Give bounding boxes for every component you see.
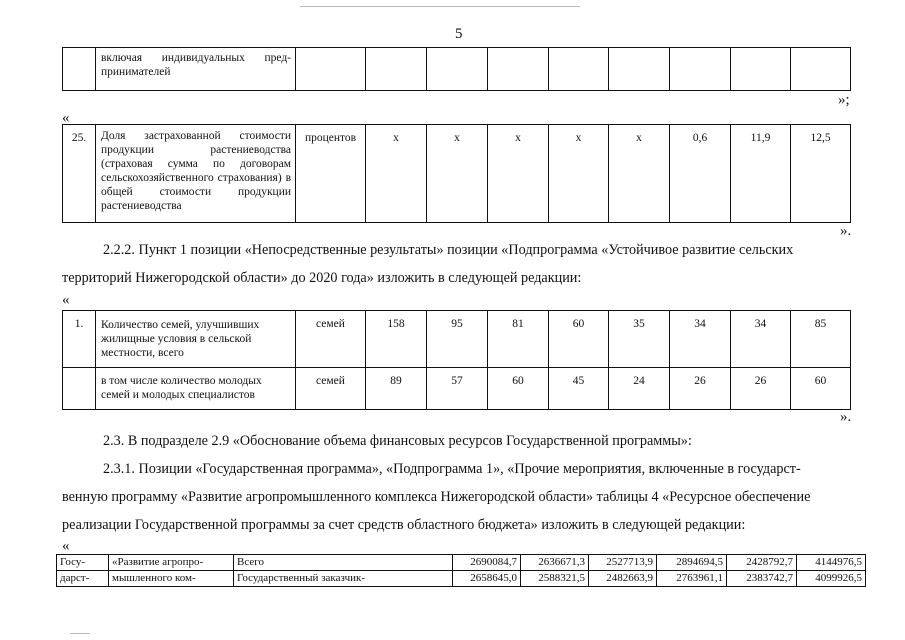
opening-quote: « bbox=[62, 110, 70, 126]
value-cell: х bbox=[549, 125, 609, 223]
closing-quote: ». bbox=[840, 409, 852, 425]
value-cell: 12,5 bbox=[791, 125, 851, 223]
row-unit: процентов bbox=[296, 125, 366, 223]
row-unit: семей bbox=[296, 368, 366, 410]
table-row bbox=[63, 125, 851, 223]
value-cell: 34 bbox=[731, 311, 791, 368]
value-cell: 60 bbox=[488, 368, 549, 410]
value-cell: х bbox=[427, 125, 488, 223]
program-name-cell: «Развитие агропро- bbox=[109, 555, 234, 571]
value-cell: 34 bbox=[670, 311, 731, 368]
value-cell bbox=[731, 48, 791, 91]
amount-cell: 2658645,0 bbox=[453, 571, 521, 587]
value-cell bbox=[791, 48, 851, 91]
value-cell: 85 bbox=[791, 311, 851, 368]
value-cell: 60 bbox=[791, 368, 851, 410]
funding-source-cell: Государственный заказчик- bbox=[234, 571, 453, 587]
row-unit bbox=[296, 48, 366, 91]
value-cell: 24 bbox=[609, 368, 670, 410]
amount-cell: 2428792,7 bbox=[727, 555, 797, 571]
row-description: Количество семей, улучшивших жилищные условия в сельской местности, всего bbox=[96, 311, 296, 368]
table-families bbox=[62, 310, 851, 410]
value-cell: 158 bbox=[366, 311, 427, 368]
value-cell: х bbox=[609, 125, 670, 223]
table-continuation bbox=[62, 47, 851, 91]
table-row bbox=[63, 48, 851, 91]
amount-cell: 2636671,3 bbox=[521, 555, 589, 571]
row-number bbox=[63, 48, 96, 91]
value-cell bbox=[488, 48, 549, 91]
paragraph-2-3-1-line2: венную программу «Развитие агропромышленного комплекса Нижегородской области» таблицы 4 «Ресурсное обеспечение bbox=[62, 489, 811, 505]
amount-cell: 2588321,5 bbox=[521, 571, 589, 587]
opening-quote: « bbox=[62, 292, 70, 308]
row-unit: семей bbox=[296, 311, 366, 368]
program-name-cell: мышленного ком- bbox=[109, 571, 234, 587]
row-description: Доля застрахованной стоимости продукции растениеводства (страховая сумма по договорам сельскохозяйственного страхования) в общей стоимости продукции растениеводства bbox=[96, 125, 296, 223]
closing-quote: »; bbox=[838, 92, 850, 108]
paragraph-2-2-2-line2: территорий Нижегородской области» до 2020 года» изложить в следующей редакции: bbox=[62, 270, 582, 286]
value-cell: 26 bbox=[670, 368, 731, 410]
value-cell bbox=[366, 48, 427, 91]
amount-cell: 2763961,1 bbox=[657, 571, 727, 587]
opening-quote: « bbox=[62, 538, 70, 554]
table-row bbox=[63, 368, 851, 410]
value-cell bbox=[427, 48, 488, 91]
row-description: включая индивидуальных пред-принимателей bbox=[96, 48, 296, 91]
row-number bbox=[63, 368, 96, 410]
closing-quote: ». bbox=[840, 223, 852, 239]
table-resources bbox=[56, 554, 866, 587]
row-number: 25. bbox=[63, 125, 96, 223]
amount-cell: 2482663,9 bbox=[589, 571, 657, 587]
amount-cell: 2527713,9 bbox=[589, 555, 657, 571]
paragraph-2-2-2-line1: 2.2.2. Пункт 1 позиции «Непосредственные результаты» позиции «Подпрограмма «Устойчивое развитие сельских bbox=[103, 242, 794, 258]
table-row bbox=[57, 571, 866, 587]
value-cell: 89 bbox=[366, 368, 427, 410]
program-type-cell: дарст- bbox=[57, 571, 109, 587]
table-row bbox=[63, 311, 851, 368]
amount-cell: 2383742,7 bbox=[727, 571, 797, 587]
table-indicator-25 bbox=[62, 124, 851, 223]
value-cell bbox=[609, 48, 670, 91]
page-number: 5 bbox=[455, 26, 463, 42]
value-cell: 95 bbox=[427, 311, 488, 368]
program-type-cell: Госу- bbox=[57, 555, 109, 571]
value-cell: х bbox=[366, 125, 427, 223]
paragraph-2-3-1-line3: реализации Государственной программы за счет средств областного бюджета» изложить в следующей редакции: bbox=[62, 517, 746, 533]
paragraph-2-3-1-line1: 2.3.1. Позиции «Государственная программа», «Подпрограмма 1», «Прочие мероприятия, включенные в государст- bbox=[103, 461, 801, 477]
value-cell bbox=[670, 48, 731, 91]
value-cell: 81 bbox=[488, 311, 549, 368]
value-cell: 26 bbox=[731, 368, 791, 410]
amount-cell: 4099926,5 bbox=[797, 571, 866, 587]
value-cell bbox=[549, 48, 609, 91]
amount-cell: 4144976,5 bbox=[797, 555, 866, 571]
value-cell: 35 bbox=[609, 311, 670, 368]
row-description: в том числе количество молодых семей и молодых специалистов bbox=[96, 368, 296, 410]
value-cell: 0,6 bbox=[670, 125, 731, 223]
funding-source-cell: Всего bbox=[234, 555, 453, 571]
value-cell: 45 bbox=[549, 368, 609, 410]
value-cell: 57 bbox=[427, 368, 488, 410]
amount-cell: 2894694,5 bbox=[657, 555, 727, 571]
paragraph-2-3: 2.3. В подразделе 2.9 «Обоснование объема финансовых ресурсов Государственной программы»: bbox=[103, 433, 692, 449]
value-cell: 11,9 bbox=[731, 125, 791, 223]
row-number: 1. bbox=[63, 311, 96, 368]
table-row bbox=[57, 555, 866, 571]
value-cell: 60 bbox=[549, 311, 609, 368]
value-cell: х bbox=[488, 125, 549, 223]
amount-cell: 2690084,7 bbox=[453, 555, 521, 571]
